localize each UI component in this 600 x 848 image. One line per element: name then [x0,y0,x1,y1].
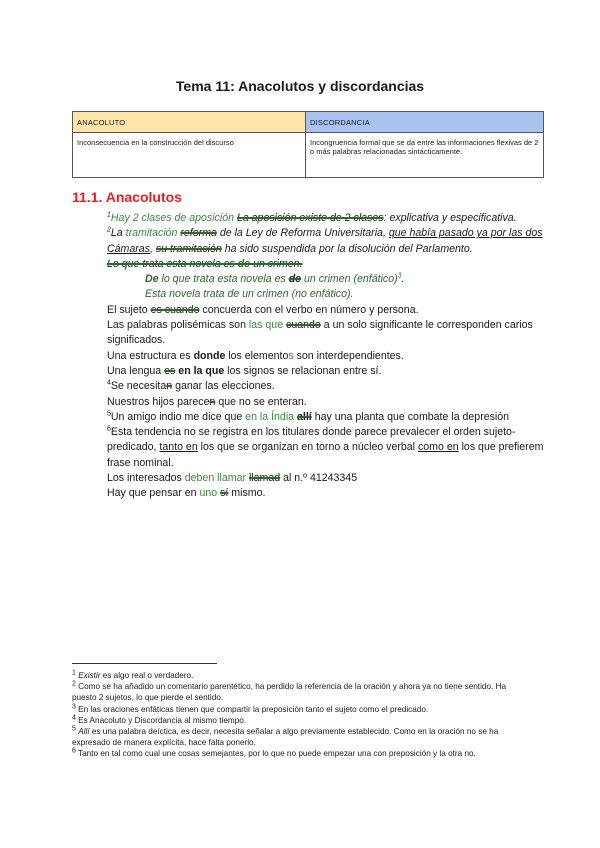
example-line: Hay que pensar en uno sí mismo. [107,487,266,500]
example-line: Una estructura es donde los elementos son interdependientes. [107,349,404,362]
footnote: $^1$ Existir es algo real o verdadero. [72,669,194,680]
footnote: $^4$ Es Anacoluto y Discordancia al mismo tiempo. [72,714,247,725]
footnote-divider [72,663,217,664]
footnote-ref[interactable]: 6 [107,425,111,433]
examples-body [107,211,547,502]
example-line: Esta novela trata de un crimen (no enfático). [145,288,354,301]
example-line: Los interesados deben llamar llamad al n.º 41243345 [107,472,358,485]
cell-anacoluto-definition: Inconsecuencia en la construcción del discurso [73,133,306,178]
example-line: $^1$Hay 2 clases de aposición La aposición existe de 2 clases: explicativa y especificativa. [107,211,517,224]
example-line: El sujeto es cuando concuerda con el verbo en número y persona. [107,303,419,316]
footnote: $^3$ En las oraciones enfáticas tienen que compartir la preposición tanto el sujeto como el predicado. [72,702,429,714]
comparison-table [72,111,544,178]
footnotes [72,670,532,760]
section-heading: 11.1. Anacolutos [72,189,182,205]
example-line: Lo que trata esta novela es de un crimen. [107,257,303,270]
footnote: $^2$ Como se ha añadido un comentario parentético, ha perdido la referencia de la oración y ahora ya no tiene sentido. Ha puesto 2 sujetos, lo que pierde el sentido. [72,680,507,703]
example-line: Una lengua es en la que los signos se relacionan entre sí. [107,364,382,377]
example-line: $^6$Esta tendencia no se registra en los titulares donde parece prevalecer el orden sujeto-predicado, tanto en los que se organizan en torno a núcleo verbal como en los que prefierem frase nominal. [107,425,544,469]
header-discordancia: DISCORDANCIA [306,112,544,133]
footnote-ref[interactable]: 2 [107,226,111,234]
example-line: $^2$La tramitación reforma de la Ley de Reforma Universitaria, que había pasado ya por las dos Cámaras, su tramitación ha sido suspendida por la disolución del Parlamento. [107,226,543,255]
page-title: Tema 11: Anacolutos y discordancias [175,78,425,94]
example-line: $^5$Un amigo indio me dice que en la Índia allí hay una planta que combate la depresión [107,410,510,423]
example-line: Nuestros hijos parecen que no se enteran. [107,395,307,408]
example-line: De lo que trata esta novela es de un crimen (enfático)$^3$. [145,272,405,286]
footnote-ref[interactable]: 1 [107,211,111,219]
header-anacoluto: ANACOLUTO [73,112,306,133]
example-line: Las palabras polisémicas son las que cuando a un solo significante le corresponden carios significados. [107,319,533,347]
footnote: $^5$ Allí es una palabra deíctica, es decir, necesita señalar a algo previamente establecido. Como en la oración no se ha expresado de manera explícita, hace falta ponerlo. [72,725,499,748]
footnote-ref[interactable]: 4 [107,379,111,387]
footnote-ref[interactable]: 3 [397,272,402,280]
footnote-ref[interactable]: 5 [107,410,111,418]
footnote: $^6$ Tanto en tal como cual une cosas semejantes, por lo que no puede empezar una con preposición y la otra no. [72,747,476,759]
example-line: $^4$Se necesitan ganar las elecciones. [107,379,275,393]
cell-discordancia-definition: Incongruencia formal que se da entre las informaciones flexivas de 2 o más palabras relacionadas sintácticamente. [306,133,544,178]
